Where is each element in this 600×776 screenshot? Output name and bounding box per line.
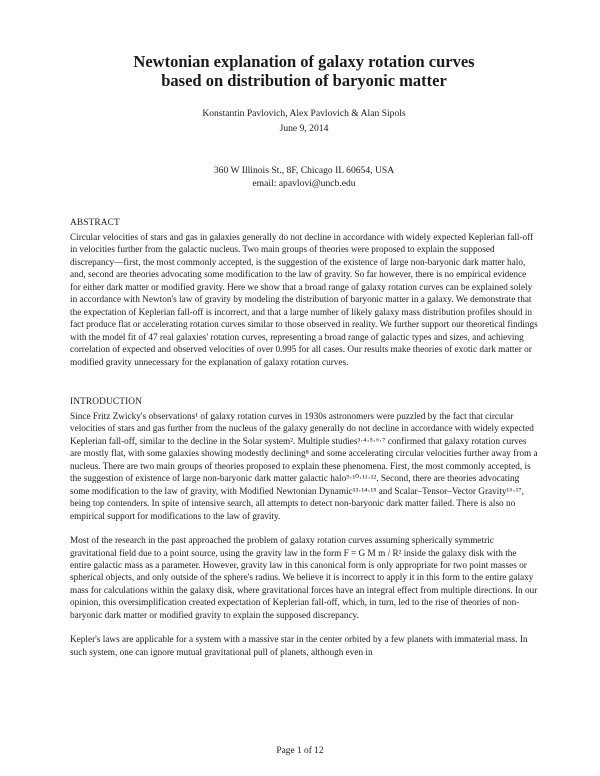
introduction-paragraph-3: Kepler's laws are applicable for a system with a massive star in the center orbited by a few planets with immaterial mass. In such system, one can ignore mutual gravitational pull of planets, although even in: [70, 635, 528, 658]
abstract-heading: ABSTRACT: [70, 218, 120, 228]
authors: Konstantin Pavlovich, Alex Pavlovich & Alan Sipols: [202, 108, 406, 119]
page-number: Page 1 of 12: [276, 746, 324, 756]
email: email: apavlovi@uncb.edu: [252, 178, 356, 189]
publication-date: June 9, 2014: [279, 123, 329, 134]
author-affiliation: [70, 164, 538, 190]
introduction-paragraph-2: Most of the research in the past approached the problem of galaxy rotation curves assuming spherically symmetric gravitational field due to a point source, using the gravity law in the form F = G M m / R² inside the galaxy disk with the entire galactic mass as a parameter. However, gravity law in this canonical form is only appropriate for two point masses or spherical objects, and only outside of the sphere's radius. We believe it is incorrect to apply it in this form to the entire galaxy mass for calculations within the galaxy disk, where gravitational forces have an integral effect from multiple directions. In our opinion, this oversimplification created expectation of Keplerian fall-off, which, in turn, led to the rise of theories of non-baryonic dark matter or modified gravity to explain the supposed discrepancy.: [70, 536, 538, 621]
paper-title: [70, 52, 538, 90]
abstract-text: Circular velocities of stars and gas in galaxies generally do not decline in accordance with widely expected Keplerian fall-off in velocities further from the galactic nucleus. Two main groups of theories were proposed to explain the supposed discrepancy—first, the most commonly accepted, is the suggestion of the existence of large non-baryonic dark matter halo, and, second are theories advocating some modification to the law of gravity. So far however, there is no empirical evidence for either dark matter or modified gravity. Here we show that a broad range of galaxy rotation curves can be explained solely in accordance with Newton's law of gravity by modeling the distribution of baryonic matter in a galaxy. We demonstrate that the expectation of Keplerian fall-off is incorrect, and that a large number of likely galaxy mass distribution profiles should in fact produce flat or accelerating rotation curves similar to those observed in reality. We further support our theoretical findings with the model fit of 47 real galaxies' rotation curves, representing a broad range of galactic types and sizes, and achieving correlation of expected and observed velocities of over 0.995 for all cases. Our results make theories of exotic dark matter or modified gravity unnecessary for the explanation of galaxy rotation curves.: [70, 233, 538, 368]
title-line-1: Newtonian explanation of galaxy rotation curves: [133, 52, 475, 71]
introduction-paragraph-1: Since Fritz Zwicky's observations¹ of galaxy rotation curves in 1930s astronomers were puzzled by the fact that circular velocities of stars and gas further from the nucleus of the galaxy generally do not decline in accordance with widely expected Keplerian fall-off, similar to the decline in the Solar system². Multiple studies³·⁴·⁵·⁶·⁷ confirmed that galaxy rotation curves are mostly flat, with some galaxies showing modestly declining⁸ and some accelerating circular velocities further away from a nucleus. There are two main groups of theories proposed to explain these phenomena. First, the most commonly accepted, is the suggestion of existence of large non-baryonic dark matter galactic halo⁹·¹⁰·¹¹·¹². Second, there are theories advocating some modification to the law of gravity, with Modified Newtonian Dynamic¹³·¹⁴·¹⁵ and Scalar–Tensor–Vector Gravity¹⁶·¹⁷, being top contenders. In spite of intensive search, all attempts to detect non-baryonic dark matter failed. There is also no empirical support for modifications to the law of gravity.: [70, 411, 538, 522]
title-line-2: based on distribution of baryonic matter: [161, 71, 447, 90]
address: 360 W Illinois St., 8F, Chicago IL 60654, USA: [213, 165, 395, 176]
introduction-heading: INTRODUCTION: [70, 396, 143, 407]
